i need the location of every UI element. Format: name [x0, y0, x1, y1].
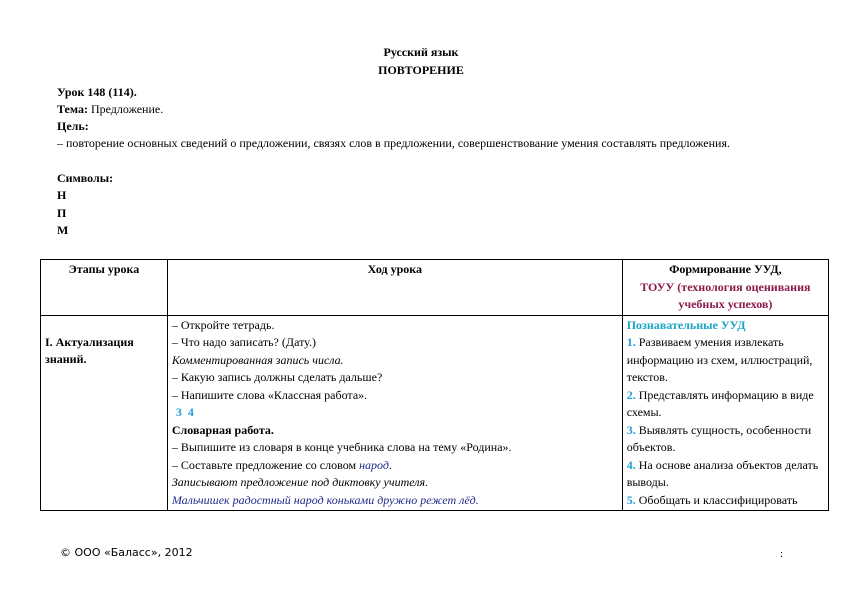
stage-cell: I. Актуализация знаний.	[41, 315, 168, 511]
uud-text: На основе анализа объектов делать выводы.	[626, 457, 819, 489]
copyright-footer: © ООО «Баласс», 2012	[60, 546, 193, 559]
uud-text: Выявлять сущность, особенности объектов.	[626, 422, 812, 454]
flow-line-text: – Составьте предложение со словом	[171, 457, 360, 472]
uud-number: 4.	[626, 457, 636, 472]
example-sentence: Мальчишек радостный народ коньками дружно режет лёд.	[171, 492, 479, 507]
lesson-flow-cell	[167, 315, 622, 511]
lesson-topic	[57, 101, 163, 117]
page-title: ПОВТОРЕНИЕ	[378, 63, 464, 77]
header-stages: Этапы урока	[41, 260, 168, 316]
uud-text: Обобщать и классифицировать	[635, 492, 798, 507]
symbols-label: Символы:	[57, 171, 114, 185]
topic-value: Предложение.	[87, 102, 164, 116]
header-uud-line2: ТОУУ (технология оценивания учебных успехов)	[640, 279, 811, 311]
uud-text: Представлять информацию в виде схемы.	[626, 387, 814, 419]
header-lesson-flow: Ход урока	[167, 260, 622, 316]
flow-line: – Откройте тетрадь.	[171, 317, 275, 332]
flow-line: – Что надо записать? (Дату.)	[171, 335, 316, 349]
flow-line: Комментированная запись числа.	[171, 352, 344, 367]
page-mark: :	[780, 548, 784, 560]
uud-item	[627, 334, 824, 387]
uud-heading: Познавательные УУД	[626, 317, 746, 332]
keyword: народ	[359, 457, 389, 472]
header-uud-line1: Формирование УУД,	[669, 262, 782, 276]
flow-line: Записывают предложение под диктовку учителя.	[171, 475, 429, 489]
goal-label: Цель:	[57, 119, 89, 133]
flow-line: – Выпишите из словаря в конце учебника слова на тему «Родина».	[171, 440, 512, 454]
subject-heading: Русский язык	[383, 45, 459, 59]
uud-number: 1.	[626, 335, 636, 349]
symbol-m: М	[57, 223, 69, 237]
symbol-numbers: 3 4	[175, 405, 194, 419]
uud-number: 5.	[626, 492, 636, 507]
lesson-table	[40, 259, 829, 511]
uud-item	[627, 492, 824, 510]
table-header-row	[41, 260, 829, 316]
goal-text: – повторение основных сведений о предложении, связях слов в предложении, совершенствование умения составлять предложения.	[57, 136, 730, 150]
flow-line-period: .	[388, 457, 392, 472]
uud-text: Развиваем умения извлекать информацию из схем, иллюстраций, текстов.	[626, 335, 813, 384]
uud-item	[627, 387, 824, 422]
uud-item	[627, 422, 824, 457]
table-row	[41, 315, 829, 511]
uud-number: 3.	[626, 422, 636, 437]
flow-line: – Какую запись должны сделать дальше?	[171, 370, 383, 384]
flow-line: – Напишите слова «Классная работа».	[171, 387, 368, 402]
symbol-n: Н	[57, 188, 67, 202]
uud-number: 2.	[626, 387, 636, 402]
header-uud	[622, 260, 828, 316]
uud-cell	[622, 315, 828, 511]
uud-item	[627, 457, 824, 492]
symbol-p: П	[57, 206, 67, 220]
vocabulary-heading: Словарная работа.	[171, 422, 274, 437]
topic-label: Тема:	[57, 102, 88, 116]
lesson-number: Урок 148 (114).	[57, 85, 137, 99]
flow-line	[172, 457, 618, 475]
